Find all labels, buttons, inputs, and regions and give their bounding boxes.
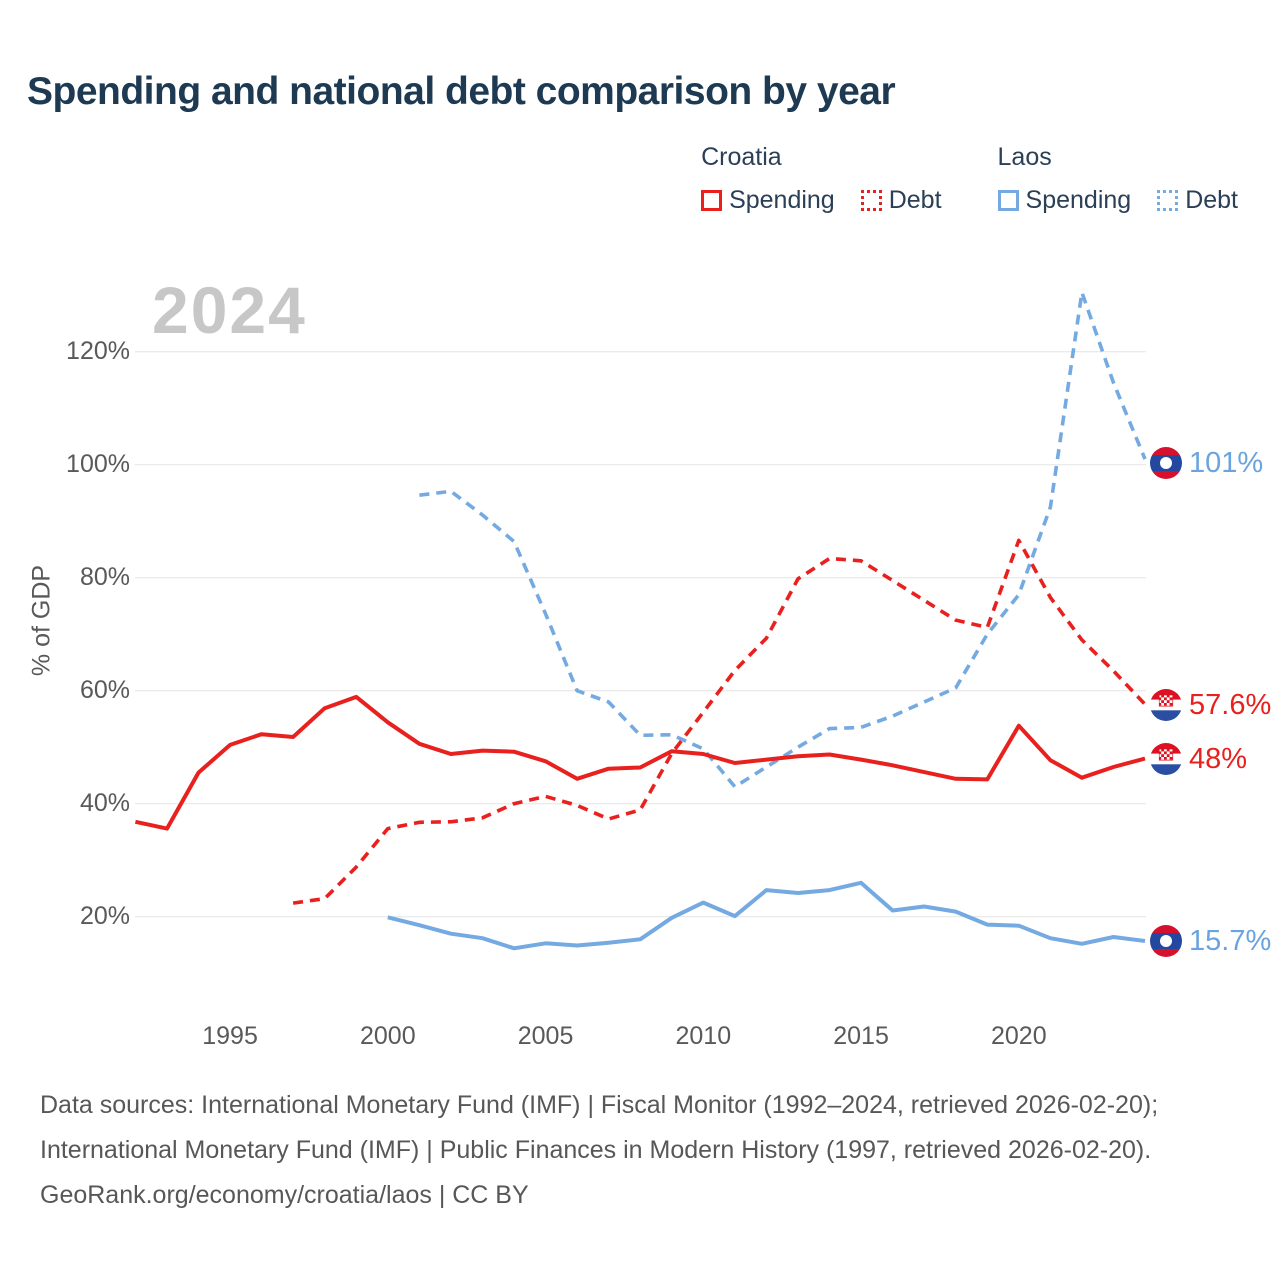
footer-line: Data sources: International Monetary Fund (IMF) | Fiscal Monitor (1992–2024, retrieved 2026-02-20); xyxy=(40,1091,1159,1119)
laos-flag-icon xyxy=(1150,925,1182,957)
legend-header-croatia: Croatia xyxy=(701,143,782,171)
legend-label: Debt xyxy=(1185,186,1238,214)
croatia-flag-icon xyxy=(1150,689,1182,721)
x-tick-label: 2005 xyxy=(517,1022,574,1050)
footer-line: International Monetary Fund (IMF) | Public Finances in Modern History (1997, retrieved 2026-02-20). xyxy=(40,1136,1152,1164)
legend-header-laos: Laos xyxy=(997,143,1052,171)
series-croatia-debt-line xyxy=(293,540,1145,903)
y-tick-label: 20% xyxy=(79,901,130,930)
x-tick-label: 1995 xyxy=(202,1022,258,1050)
end-label-croatia-spending xyxy=(1150,743,1247,775)
x-tick-label: 2020 xyxy=(990,1022,1047,1050)
end-label-croatia-debt xyxy=(1150,689,1271,721)
end-value: 48% xyxy=(1189,742,1248,775)
x-tick-label: 2015 xyxy=(833,1022,889,1050)
end-label-laos-debt xyxy=(1150,447,1263,479)
legend-label: Spending xyxy=(1025,186,1132,214)
end-value: 57.6% xyxy=(1189,688,1272,721)
end-value: 101% xyxy=(1189,446,1264,479)
end-value: 15.7% xyxy=(1189,924,1272,957)
data-sources-footer xyxy=(40,1083,1250,1218)
page-title: Spending and national debt comparison by year xyxy=(27,70,896,113)
legend-label: Spending xyxy=(729,186,835,214)
legend-label: Debt xyxy=(888,186,942,214)
year-watermark: 2024 xyxy=(152,273,307,347)
series-croatia-spending-line xyxy=(135,697,1145,829)
croatia-flag-icon xyxy=(1150,743,1182,775)
y-tick-label: 40% xyxy=(79,788,130,817)
series-laos-spending-line xyxy=(388,883,1145,949)
laos-flag-icon xyxy=(1150,447,1182,479)
series-laos-debt-line xyxy=(419,292,1145,786)
y-tick-label: 80% xyxy=(79,562,130,591)
y-tick-label: 60% xyxy=(79,675,130,704)
x-tick-label: 2010 xyxy=(675,1022,732,1050)
x-tick-label: 2000 xyxy=(359,1022,416,1050)
y-tick-label: 120% xyxy=(66,336,130,365)
footer-line: GeoRank.org/economy/croatia/laos | CC BY xyxy=(40,1181,529,1209)
end-label-laos-spending xyxy=(1150,925,1271,957)
y-axis-title: % of GDP xyxy=(27,564,56,677)
y-tick-label: 100% xyxy=(66,449,130,478)
